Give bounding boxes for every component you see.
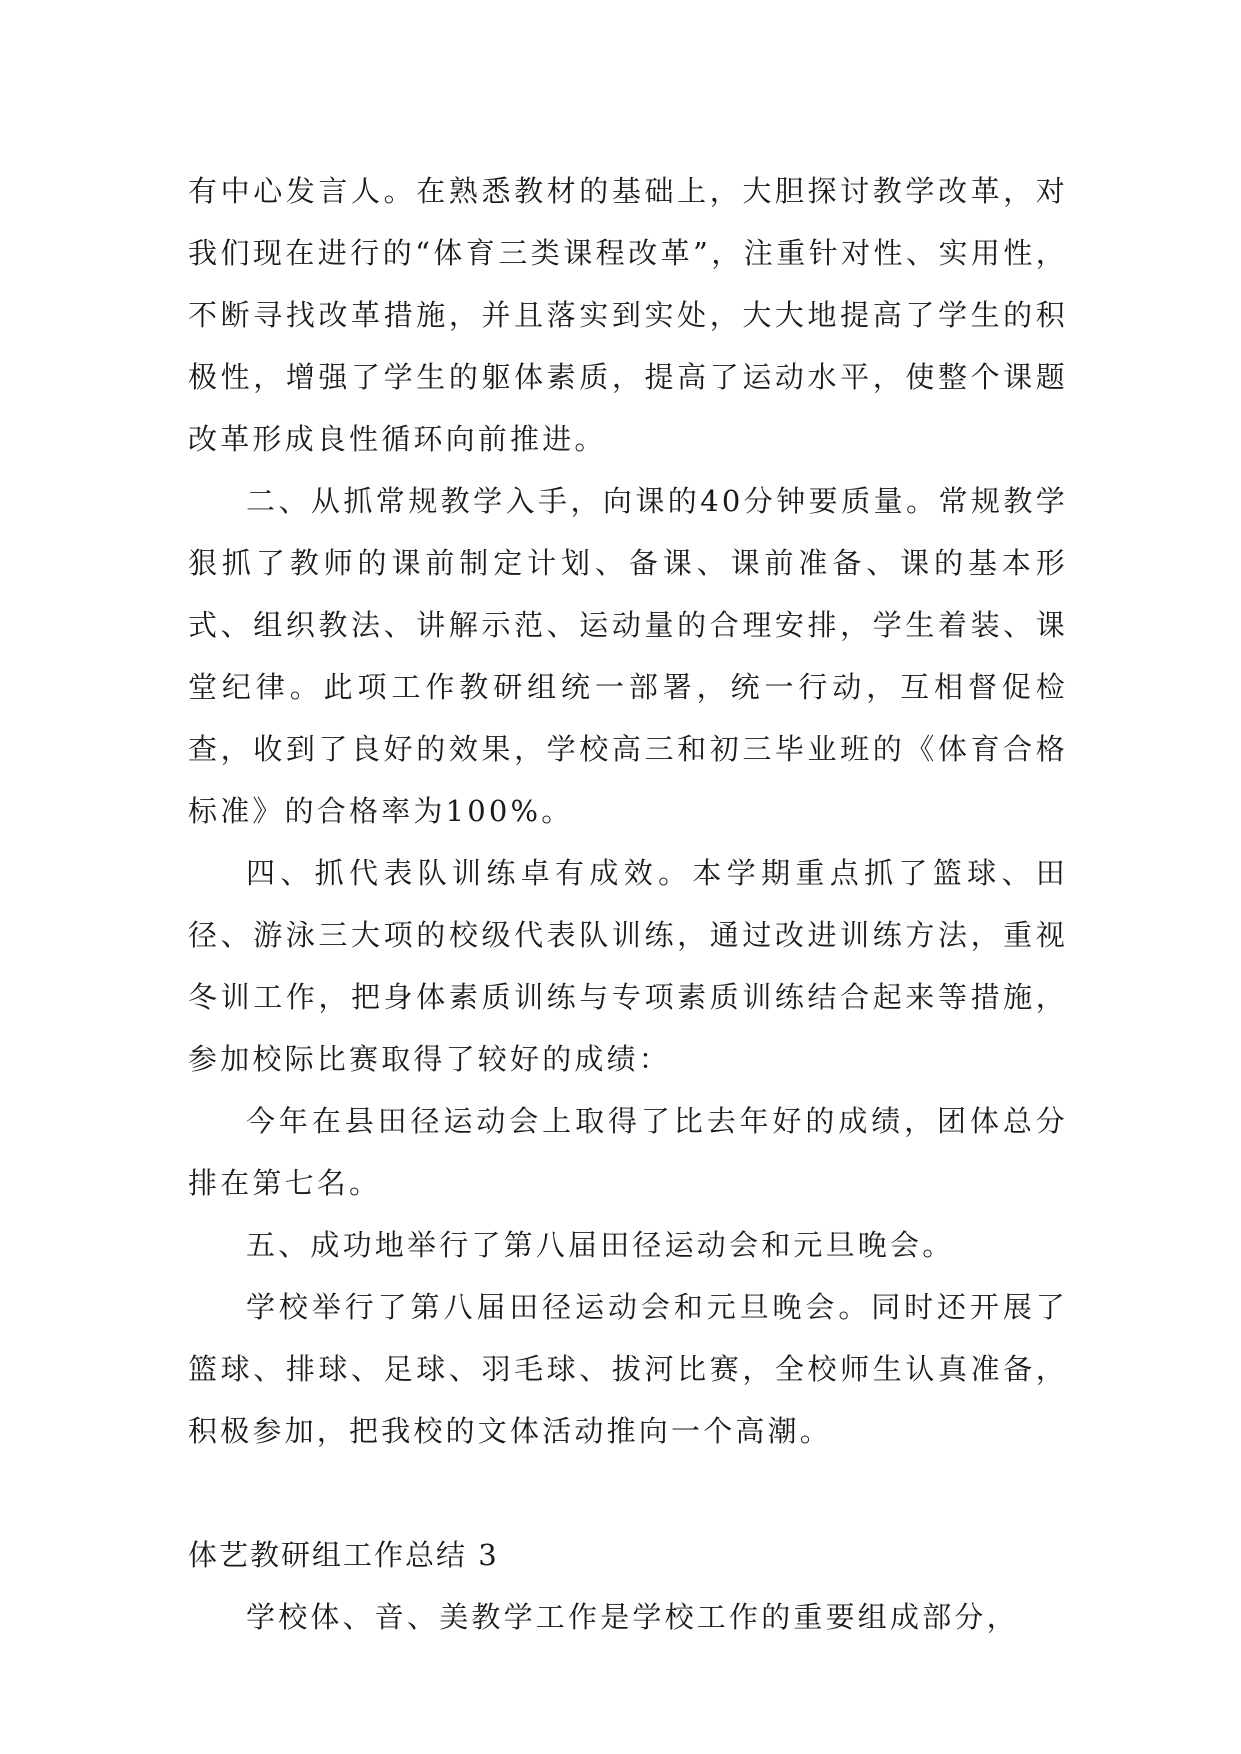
- section-spacer: [188, 1462, 1068, 1524]
- document-body: [188, 160, 1068, 1648]
- paragraph-2: 二、从抓常规教学入手，向课的40分钟要质量。常规教学狠抓了教师的课前制定计划、备课、课前准备、课的基本形式、组织教法、讲解示范、运动量的合理安排，学生着装、课堂纪律。此项工作教研组统一部署，统一行动，互相督促检查，收到了良好的效果，学校高三和初三毕业班的《体育合格标准》的合格率为100%。: [188, 484, 1068, 828]
- paragraph-4: 今年在县田径运动会上取得了比去年好的成绩，团体总分排在第七名。: [188, 1104, 1068, 1200]
- paragraph-5: 五、成功地举行了第八届田径运动会和元旦晚会。: [246, 1228, 955, 1262]
- paragraph-6: 学校举行了第八届田径运动会和元旦晚会。同时还开展了篮球、排球、足球、羽毛球、拔河比赛，全校师生认真准备，积极参加，把我校的文体活动推向一个高潮。: [188, 1290, 1068, 1448]
- paragraph-3: 四、抓代表队训练卓有成效。本学期重点抓了篮球、田径、游泳三大项的校级代表队训练，通过改进训练方法，重视冬训工作，把身体素质训练与专项素质训练结合起来等措施，参加校际比赛取得了较好的成绩：: [188, 856, 1068, 1076]
- paragraph-1: 有中心发言人。在熟悉教材的基础上，大胆探讨教学改革，对我们现在进行的“体育三类课程改革”，注重针对性、实用性，不断寻找改革措施，并且落实到实处，大大地提高了学生的积极性，增强了学生的躯体素质，提高了运动水平，使整个课题改革形成良性循环向前推进。: [188, 174, 1068, 456]
- paragraph-7: 学校体、音、美教学工作是学校工作的重要组成部分，: [246, 1600, 1019, 1634]
- section-heading: 体艺教研组工作总结 3: [188, 1538, 499, 1572]
